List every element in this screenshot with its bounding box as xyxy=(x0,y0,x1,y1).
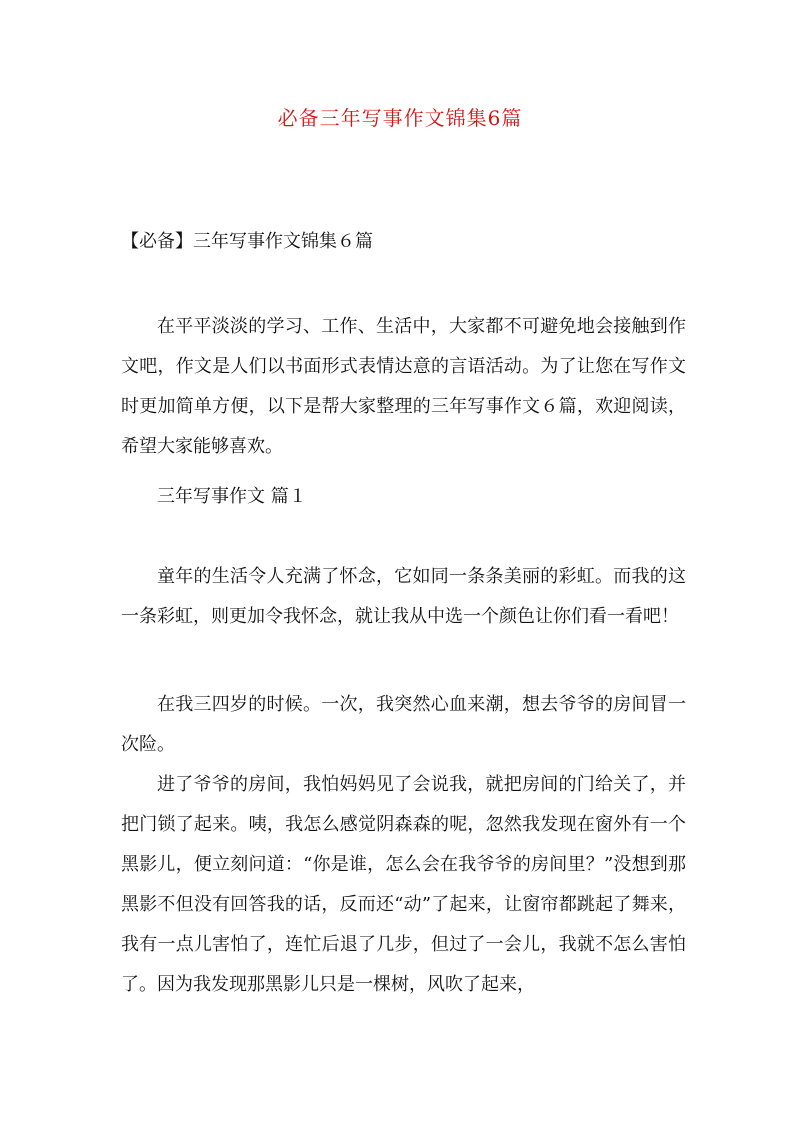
document-subtitle: 【必备】三年写事作文锦集６篇 xyxy=(121,231,373,252)
body-paragraph: 童年的生活令人充满了怀念，它如同一条条美丽的彩虹。而我的这一条彩虹，则更加令我怀念，就让我从中选一个颜色让你们看一看吧！ xyxy=(121,566,686,627)
body-paragraph: 在我三四岁的时候。一次，我突然心血来潮，想去爷爷的房间冒一次险。 xyxy=(121,694,686,755)
body-paragraph: 进了爷爷的房间，我怕妈妈见了会说我，就把房间的门给关了，并把门锁了起来。咦，我怎么感觉阴森森的呢，忽然我发现在窗外有一个黑影儿，便立刻问道：“你是谁，怎么会在我爷爷的房间里？”没想到那黑影不但没有回答我的话，反而还“动”了起来，让窗帘都跳起了舞来，我有一点儿害怕了，连忙后退了几步，但过了一会儿，我就不怎么害怕了。因为我发现那黑影儿只是一棵树，风吹了起来， xyxy=(121,774,686,995)
section-heading: 三年写事作文 篇１ xyxy=(157,486,307,507)
intro-paragraph: 在平平淡淡的学习、工作、生活中，大家都不可避免地会接触到作文吧，作文是人们以书面形式表情达意的言语活动。为了让您在写作文时更加简单方便，以下是帮大家整理的三年写事作文６篇，欢迎阅读，希望大家能够喜欢。 xyxy=(121,316,686,457)
document-title: 必备三年写事作文锦集6篇 xyxy=(277,106,523,130)
